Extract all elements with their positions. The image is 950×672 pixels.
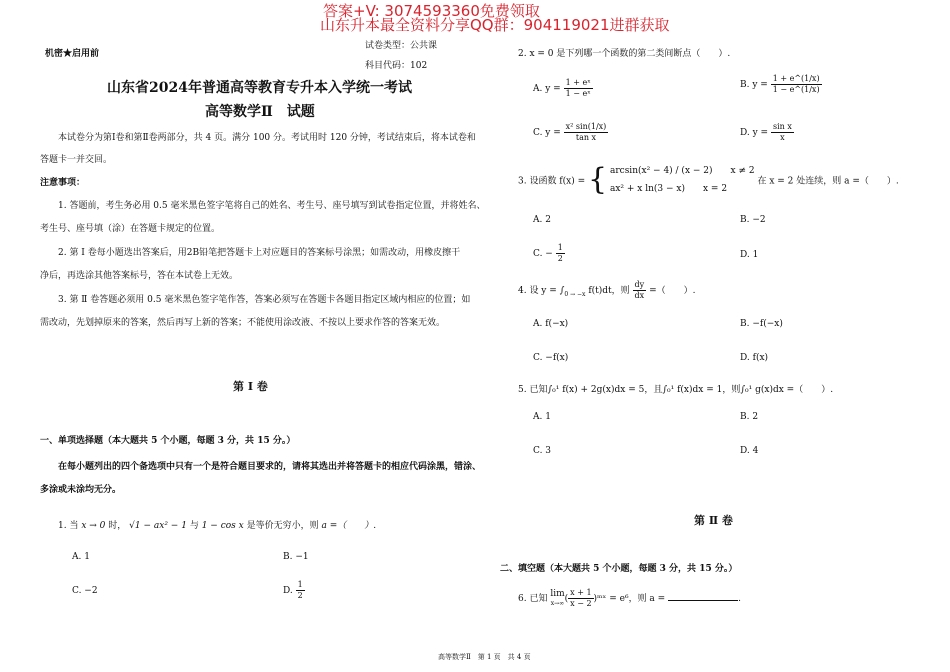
q2-a-den: 1 − eˣ bbox=[565, 89, 591, 98]
q1-part: 1 − cos x bbox=[201, 521, 244, 531]
q1-option-c: C. −2 bbox=[72, 586, 98, 596]
q2-a-label: A. y = bbox=[533, 84, 561, 94]
q4-d-den: dx bbox=[634, 291, 645, 300]
q3-option-b: B. −2 bbox=[740, 215, 766, 225]
q1-option-a: A. 1 bbox=[72, 552, 90, 562]
note-line: 1. 答题前，考生务必用 0.5 毫米黑色签字笔将自己的姓名、考生号、座号填写到试卷指定位置，并将姓名、 bbox=[58, 201, 486, 211]
q3-part: 3. 设函数 f(x) = bbox=[518, 176, 586, 187]
q3-option-c bbox=[533, 243, 565, 264]
q5-option-c: C. 3 bbox=[533, 446, 552, 456]
question-1-stem bbox=[58, 518, 376, 531]
section-1-instruction: 在每小题列出的四个备选项中只有一个是符合题目要求的，请将其选出并将答题卡的相应代码涂黑，错涂、 bbox=[58, 462, 482, 472]
q2-d-label: D. y = bbox=[740, 128, 769, 138]
q2-b-label: B. y = bbox=[740, 80, 768, 90]
question-2-stem: 2. x = 0 是下列哪一个函数的第二类间断点（ ）. bbox=[518, 49, 731, 59]
question-3-stem bbox=[518, 162, 899, 198]
note-line: 需改动，先划掉原来的答案，然后再写上新的答案；不能使用涂改液、不按以上要求作答的答案无效。 bbox=[40, 318, 446, 328]
q4-option-a: A. f(−x) bbox=[533, 319, 569, 329]
part-2-title: 第 Ⅱ 卷 bbox=[694, 514, 733, 527]
watermark-line-1: 答案+V: 3074593360免费领取 bbox=[323, 2, 540, 20]
q4-part: f(t)dt，则 bbox=[588, 286, 630, 296]
q1-part: a =（ ）. bbox=[321, 521, 377, 531]
q6-frac-num: x + 1 bbox=[570, 588, 592, 597]
q5-option-d: D. 4 bbox=[740, 446, 759, 456]
q2-d-den: x bbox=[780, 133, 785, 142]
q3-c-num: 1 bbox=[557, 243, 563, 252]
note-line: 考生号、座号填（涂）在答题卡规定的位置。 bbox=[40, 224, 221, 234]
q4-d-num: dy bbox=[634, 280, 645, 289]
q6-end: . bbox=[738, 594, 741, 604]
q1-part: √1 − ax² − 1 bbox=[129, 521, 187, 531]
page-footer: 高等数学Ⅱ 第 1 页 共 4 页 bbox=[438, 653, 531, 661]
q2-b-num: 1 + e^(1/x) bbox=[772, 74, 820, 83]
q3-part: 在 x = 2 处连续，则 a =（ ）. bbox=[757, 176, 899, 187]
q4-part: =（ ）. bbox=[649, 286, 696, 296]
intro-line-2: 答题卡一并交回。 bbox=[40, 155, 113, 165]
q5-option-a: A. 1 bbox=[533, 412, 551, 422]
q2-option-d bbox=[740, 122, 794, 143]
q6-answer-blank bbox=[668, 592, 738, 601]
q1-option-b: B. −1 bbox=[283, 552, 309, 562]
question-6-stem: 6. 已知 lim x→∞ ( $\frac{x + 1}{x - 2}$ )ᵐˣ = e⁶，则 a = . bbox=[518, 588, 741, 608]
q2-b-den: 1 − e^(1/x) bbox=[772, 85, 820, 94]
q5-option-b: B. 2 bbox=[740, 412, 759, 422]
q6-part: )ᵐˣ = e⁶，则 a = bbox=[593, 594, 666, 604]
q1-part: 是等价无穷小，则 bbox=[246, 521, 319, 531]
q4-option-b: B. −f(−x) bbox=[740, 319, 783, 329]
section-2-heading: 二、填空题（本大题共 5 个小题，每题 3 分，共 15 分。） bbox=[500, 564, 738, 574]
q6-lim: lim bbox=[550, 588, 565, 599]
q4-part: 4. 设 y = ∫ bbox=[518, 286, 565, 296]
q3-c-den: 2 bbox=[557, 254, 563, 263]
q3-c-label: C. − bbox=[533, 249, 553, 259]
exam-title: 山东省2024年普通高等教育专升本入学统一考试 bbox=[107, 80, 412, 96]
watermark-line-2: 山东升本最全资料分享QQ群：904119021进群获取 bbox=[320, 16, 670, 34]
notes-title: 注意事项： bbox=[40, 178, 86, 188]
note-line: 净后，再选涂其他答案标号，答在本试卷上无效。 bbox=[40, 271, 239, 281]
q4-option-c: C. −f(x) bbox=[533, 353, 569, 363]
q6-frac-den: x − 2 bbox=[570, 599, 592, 608]
note-line: 2. 第 Ⅰ 卷每小题选出答案后，用2B铅笔把答题卡上对应题目的答案标号涂黑；如需改动，用橡皮擦干 bbox=[58, 248, 461, 258]
q6-lim-sub: x→∞ bbox=[550, 599, 565, 607]
q3-option-a: A. 2 bbox=[533, 215, 551, 225]
note-line: 3. 第 Ⅱ 卷答题必须用 0.5 毫米黑色签字笔作答，答案必须写在答题卡各题目指定区域内相应的位置；如 bbox=[58, 295, 471, 305]
q1-part: 1. 当 bbox=[58, 521, 79, 531]
q2-c-num: x² sin(1/x) bbox=[565, 122, 607, 131]
q4-limits: 0 → −x bbox=[564, 290, 586, 298]
exam-subtitle: 高等数学Ⅱ 试题 bbox=[205, 104, 315, 120]
q1-part: 与 bbox=[189, 521, 199, 531]
q3-case-1: arcsin(x² − 4) / (x − 2) x ≠ 2 bbox=[609, 166, 755, 176]
subject-code: 科目代码：102 bbox=[365, 61, 428, 71]
q2-option-b bbox=[740, 74, 822, 95]
q1-option-d-label: D. bbox=[283, 586, 293, 596]
section-1-heading: 一、单项选择题（本大题共 5 个小题，每题 3 分，共 15 分。） bbox=[40, 436, 296, 446]
q3-option-d: D. 1 bbox=[740, 250, 759, 260]
q2-d-num: sin x bbox=[772, 122, 792, 131]
q2-option-c bbox=[533, 122, 608, 143]
q2-c-label: C. y = bbox=[533, 128, 561, 138]
confidential-label: 机密★启用前 bbox=[45, 49, 100, 59]
q1-d-denominator: 2 bbox=[297, 591, 303, 600]
q1-d-numerator: 1 bbox=[297, 580, 303, 589]
q1-part: x → 0 bbox=[81, 521, 106, 531]
section-1-instruction: 多涂或未涂均无分。 bbox=[40, 485, 122, 495]
part-1-title: 第 Ⅰ 卷 bbox=[233, 380, 268, 393]
q1-part: 时， bbox=[108, 521, 127, 531]
question-4-stem bbox=[518, 280, 695, 301]
q4-option-d: D. f(x) bbox=[740, 353, 769, 363]
q2-option-a bbox=[533, 78, 593, 99]
question-5-stem: 5. 已知∫₀¹ f(x) + 2g(x)dx = 5，且∫₀¹ f(x)dx = 1，则∫₀¹ g(x)dx =（ ）. bbox=[518, 385, 834, 395]
q6-part: 6. 已知 bbox=[518, 594, 548, 604]
q3-brace: { bbox=[588, 162, 608, 197]
q2-a-num: 1 + eˣ bbox=[565, 78, 591, 87]
q2-c-den: tan x bbox=[575, 133, 597, 142]
intro-line-1: 本试卷分为第Ⅰ卷和第Ⅱ卷两部分，共 4 页。满分 100 分。考试用时 120 分钟，考试结束后，将本试卷和 bbox=[58, 133, 476, 143]
paper-type: 试卷类型：公共课 bbox=[365, 41, 438, 51]
q3-case-2: ax² + x ln(3 − x) x = 2 bbox=[609, 184, 728, 194]
q1-option-d bbox=[283, 580, 305, 601]
